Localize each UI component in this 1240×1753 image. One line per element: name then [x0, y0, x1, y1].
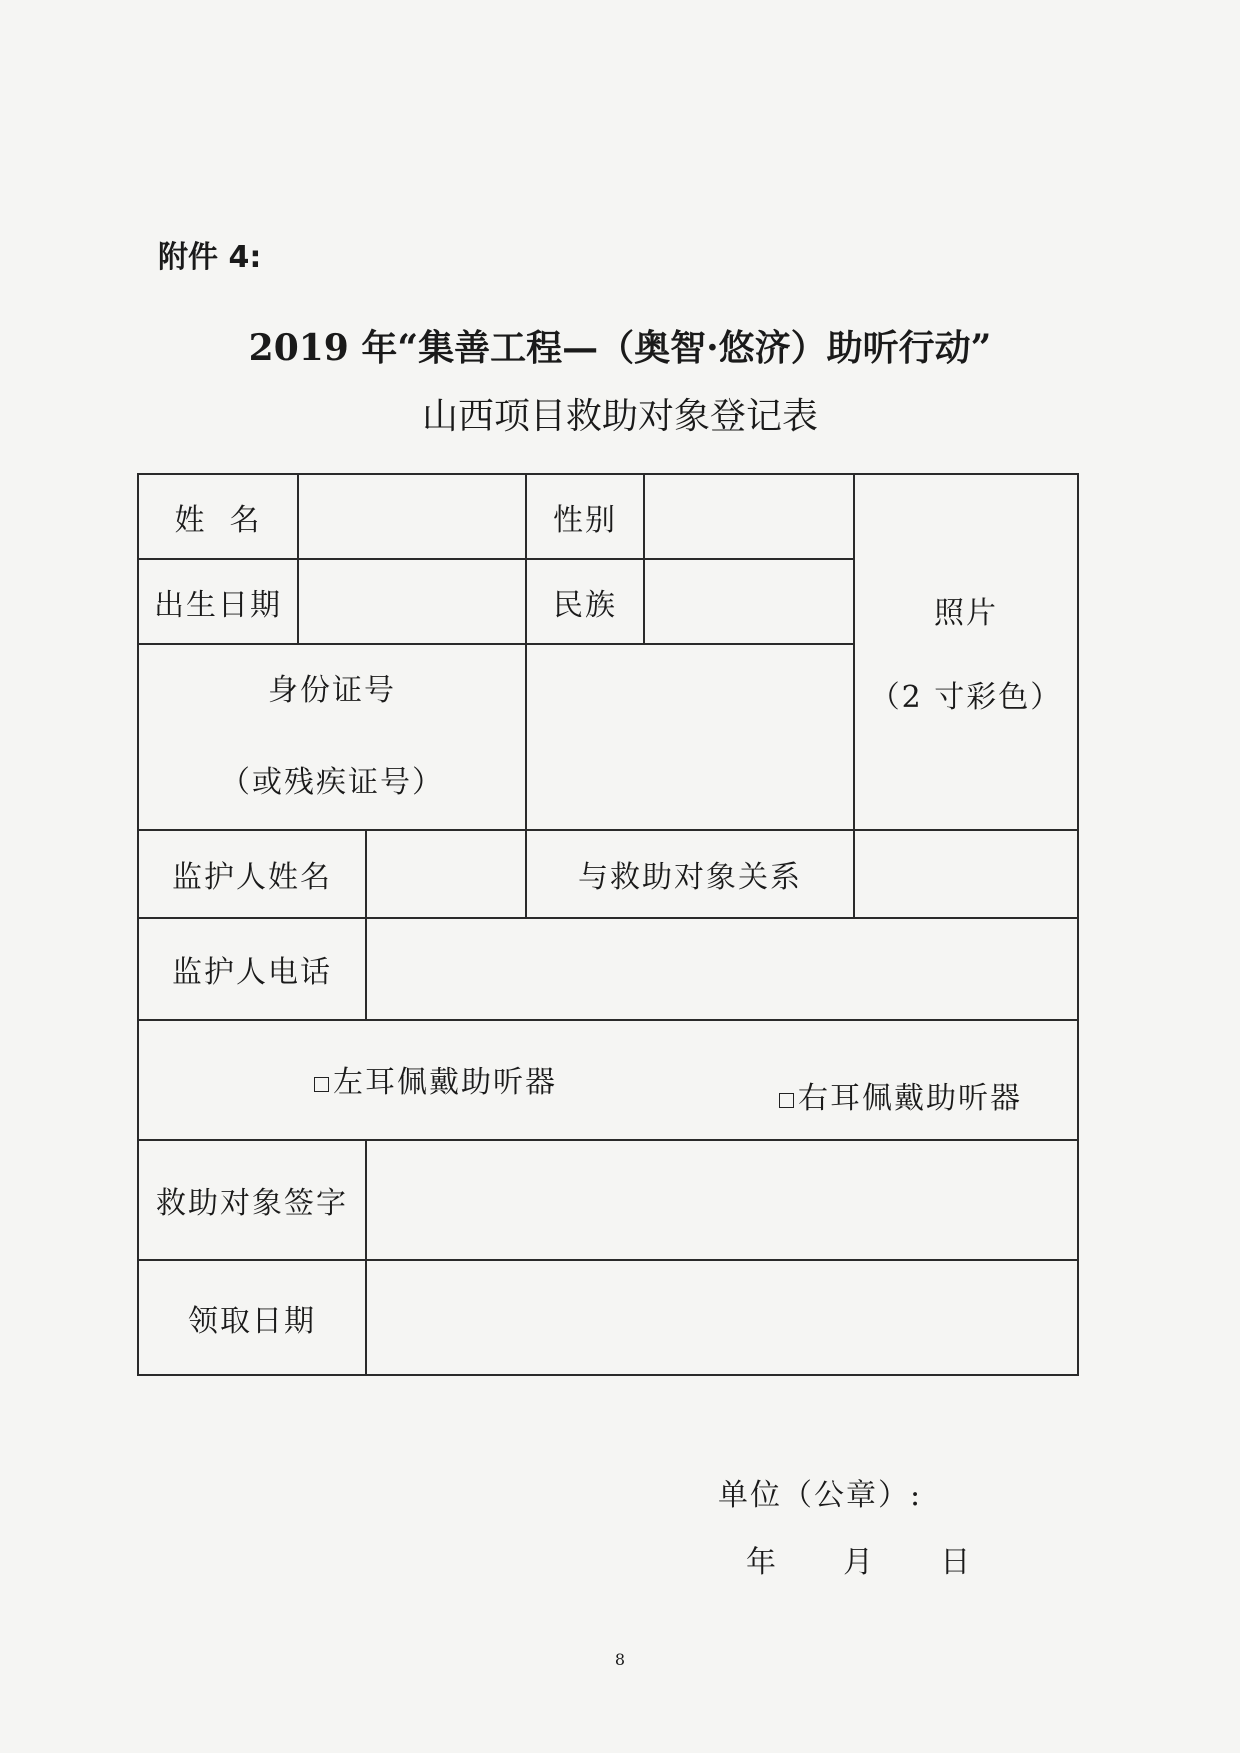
id-number-field[interactable]	[526, 644, 854, 830]
page-number-container	[0, 1650, 1240, 1669]
signature-label: 救助对象签字	[138, 1140, 366, 1260]
left-ear-checkbox[interactable]	[314, 1077, 329, 1092]
left-ear-option[interactable]	[314, 1057, 557, 1101]
photo-label: 照片	[934, 596, 998, 631]
guardian-name-label: 监护人姓名	[138, 830, 366, 918]
photo-note: （2 寸彩色）	[869, 680, 1063, 715]
registration-form-table	[137, 473, 1079, 1376]
ear-options-cell	[138, 1020, 1078, 1140]
date-month: 月	[843, 1545, 874, 1580]
guardian-phone-label: 监护人电话	[138, 918, 366, 1020]
right-ear-label: 右耳佩戴助听器	[798, 1081, 1022, 1116]
unit-seal-label: 单位（公章）:	[718, 1478, 923, 1513]
date-day: 日	[940, 1545, 971, 1580]
guardian-name-field[interactable]	[366, 830, 526, 918]
ethnicity-label: 民族	[526, 559, 644, 644]
date-year: 年	[746, 1545, 776, 1580]
form-subtitle: 山西项目救助对象登记表	[421, 396, 818, 437]
name-field[interactable]	[298, 474, 526, 559]
relation-label: 与救助对象关系	[526, 830, 854, 918]
birth-date-label: 出生日期	[138, 559, 298, 644]
right-ear-checkbox[interactable]	[779, 1093, 794, 1108]
page-number: 8	[614, 1650, 626, 1669]
guardian-phone-field[interactable]	[366, 918, 1078, 1020]
birth-date-field[interactable]	[298, 559, 526, 644]
receive-date-label: 领取日期	[138, 1260, 366, 1375]
name-label: 姓 名	[138, 474, 298, 559]
id-number-alt-label: （或残疾证号）	[220, 765, 444, 800]
signature-field[interactable]	[366, 1140, 1078, 1260]
gender-field[interactable]	[644, 474, 854, 559]
form-title: 2019 年“集善工程—（奥智·悠济）助听行动”	[248, 327, 992, 369]
right-ear-option[interactable]	[779, 1073, 1022, 1117]
left-ear-label: 左耳佩戴助听器	[333, 1065, 557, 1100]
id-number-label: 身份证号	[268, 673, 396, 708]
sign-date	[746, 1537, 970, 1581]
photo-cell[interactable]	[854, 474, 1078, 830]
id-number-label-cell	[138, 644, 526, 830]
ethnicity-field[interactable]	[644, 559, 854, 644]
relation-field[interactable]	[854, 830, 1078, 918]
receive-date-field[interactable]	[366, 1260, 1078, 1375]
gender-label: 性别	[526, 474, 644, 559]
attachment-label: 附件 4:	[158, 240, 262, 275]
